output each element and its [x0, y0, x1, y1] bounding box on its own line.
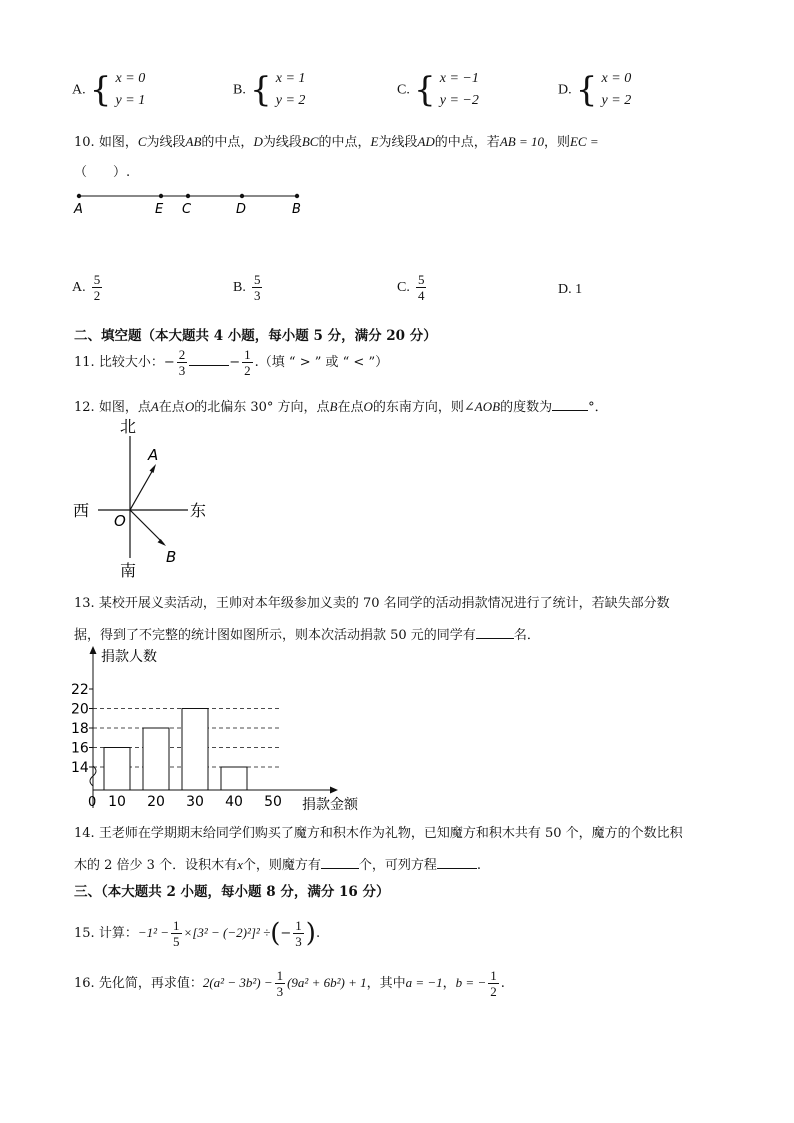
- answer-blank[interactable]: [476, 626, 514, 639]
- denominator: 2: [93, 288, 101, 303]
- y-tick-label: 16: [71, 740, 89, 757]
- stem-text: ，其中: [366, 976, 406, 991]
- option-letter: B.: [233, 280, 246, 295]
- fraction: [416, 272, 427, 303]
- numerator: 2: [178, 347, 186, 362]
- stem-text: .: [476, 858, 482, 873]
- fraction: [242, 347, 253, 378]
- stem-text: 比较大小：: [98, 355, 164, 370]
- numerator: 1: [295, 918, 302, 933]
- stem-text: 为线段: [146, 135, 186, 150]
- denominator: 3: [276, 984, 284, 999]
- q10-option-a: [72, 272, 104, 303]
- numerator: 1: [244, 347, 251, 362]
- section-3-title: 三、（本大题共 2 小题，每小题 8 分，满分 16 分）: [74, 884, 390, 900]
- q9-option-a: [72, 68, 145, 112]
- stem-text: 的东南方向，则∠: [372, 400, 475, 415]
- answer-blank[interactable]: [189, 353, 229, 366]
- brace-icon: {: [249, 70, 272, 110]
- q14-line2: [74, 854, 481, 873]
- option-letter: C.: [397, 280, 410, 295]
- equation-system: [276, 68, 306, 112]
- x-tick-label: 10: [108, 794, 126, 810]
- point-label: D: [253, 134, 263, 149]
- point-e-label: E: [155, 202, 164, 217]
- numerator: 5: [253, 272, 261, 287]
- q10-option-c: [397, 272, 428, 303]
- expression: 2(a² − 3b²) −: [202, 975, 273, 990]
- question-number: 12.: [74, 400, 95, 415]
- stem-text: 在点: [158, 400, 185, 415]
- option-letter: D.: [558, 282, 572, 297]
- ray-oa: [130, 468, 154, 510]
- x-axis-label: 捐款金额: [302, 797, 358, 813]
- arrow-b-icon: [158, 539, 167, 546]
- option-letter: A.: [72, 82, 86, 98]
- y-tick-label: 20: [71, 701, 89, 718]
- answer-blank[interactable]: [321, 856, 359, 869]
- stem-text: .（填 “ > ” 或 “ < ”）: [254, 355, 389, 370]
- stem-text: 的中点，若: [434, 135, 500, 150]
- q10-segment-figure: [70, 188, 310, 220]
- stem-text: 的度数为: [500, 400, 553, 415]
- segment-label: BC: [301, 134, 319, 149]
- point-a-label: A: [74, 202, 83, 217]
- fraction: [275, 968, 286, 999]
- numerator: 1: [173, 918, 180, 933]
- fraction: [92, 272, 103, 303]
- question-number: 11.: [74, 355, 95, 370]
- expression: −1² −: [137, 925, 170, 940]
- q13-line1: [74, 592, 670, 611]
- right-paren-icon: ): [305, 918, 316, 949]
- q10-option-d: [558, 282, 582, 298]
- point-b-label: B: [292, 202, 301, 217]
- equation-line: x = −1: [439, 71, 479, 86]
- stem-text: 的北偏东 30° 方向，点: [194, 400, 330, 415]
- point-d-dot: [240, 194, 244, 198]
- option-value: 1: [575, 282, 583, 297]
- section-2-title: 二、填空题（本大题共 4 小题，每小题 5 分，满分 20 分）: [74, 328, 437, 344]
- point-c-label: C: [182, 202, 192, 217]
- brace-icon: {: [575, 70, 598, 110]
- q12-stem: [74, 396, 608, 415]
- stem-text: 某校开展义卖活动，王帅对本年级参加义卖的 70 名同学的活动捐款情况进行了统计，若缺失部分数: [98, 596, 670, 611]
- point-label: O: [363, 399, 373, 414]
- q9-option-d: [558, 68, 631, 112]
- q16-stem: [74, 968, 505, 999]
- stem-text: 如图，点: [98, 400, 151, 415]
- equation-system: [440, 68, 479, 112]
- bar-30: [182, 709, 208, 791]
- question-target: EC =: [569, 134, 599, 149]
- stem-text: 个，则魔方有: [242, 858, 321, 873]
- fraction: [177, 347, 188, 378]
- point-a-label: A: [148, 446, 159, 464]
- denominator: 3: [295, 934, 302, 949]
- left-paren-icon: (: [270, 918, 281, 949]
- q15-stem: 15. 计算：−1² − $\frac{1}{5}$ ×[3² − (−2)²]² ÷(− $\frac{1}{3}$ ).: [74, 918, 321, 949]
- expression: (9a² + 6b²) + 1: [287, 975, 367, 990]
- condition: AB = 10: [499, 134, 544, 149]
- y-tick-label: 18: [71, 721, 89, 737]
- segment-label: AB: [185, 134, 202, 149]
- minus-sign: −: [163, 355, 175, 370]
- q12-compass-figure: [70, 418, 220, 584]
- stem-text: ，: [442, 976, 456, 991]
- denominator: 5: [173, 934, 180, 949]
- q9-option-c: [397, 68, 479, 112]
- segment-label: AD: [417, 134, 435, 149]
- given-value: a = −1: [405, 975, 443, 990]
- equation-line: y = 2: [275, 93, 306, 108]
- question-number: 15.: [74, 926, 95, 941]
- brace-icon: {: [89, 70, 112, 110]
- equation-line: x = 0: [601, 71, 632, 86]
- denominator: 4: [417, 288, 425, 303]
- q10-answer-paren: （ ）.: [74, 165, 131, 180]
- bar-40: [221, 767, 247, 790]
- fraction: [488, 968, 499, 999]
- point-a-dot: [77, 194, 81, 198]
- numerator: 1: [276, 968, 284, 983]
- east-label: 东: [190, 501, 207, 520]
- origin-label: O: [114, 512, 126, 530]
- x-tick-label: 40: [225, 794, 243, 810]
- stem-text: °．: [588, 400, 608, 415]
- fraction: [252, 272, 263, 303]
- y-tick-label: 14: [71, 760, 89, 776]
- stem-text: 名．: [513, 628, 540, 643]
- x-tick-label: 50: [264, 794, 282, 810]
- denominator: 3: [178, 363, 186, 378]
- given-value: b = −: [455, 975, 487, 990]
- stem-text: 的中点，: [318, 135, 371, 150]
- option-letter: B.: [233, 82, 246, 98]
- q14-line1: [74, 822, 683, 841]
- bar-10: [104, 748, 130, 791]
- stem-text: 木的 2 倍少 3 个．设积木有: [74, 858, 238, 873]
- q9-option-b: [233, 68, 305, 112]
- point-e-dot: [159, 194, 163, 198]
- stem-text: 为线段: [378, 135, 418, 150]
- stem-text: 如图，: [98, 135, 138, 150]
- minus-sign: −: [229, 355, 241, 370]
- fraction: [171, 918, 182, 949]
- equation-line: y = 2: [601, 93, 632, 108]
- question-number: 10.: [74, 135, 95, 150]
- variable-x: x: [237, 857, 243, 872]
- equation-line: y = 1: [115, 93, 146, 108]
- south-label: 南: [120, 561, 137, 580]
- point-b-label: B: [166, 548, 177, 566]
- denominator: 2: [490, 984, 497, 999]
- equation-line: x = 1: [275, 71, 306, 86]
- ray-ob: [130, 510, 164, 544]
- option-letter: C.: [397, 82, 410, 98]
- equation-system: [602, 68, 632, 112]
- stem-text: 个，可列方程: [358, 858, 437, 873]
- north-label: 北: [120, 418, 137, 436]
- point-label: A: [150, 399, 159, 414]
- equation-line: y = −2: [439, 93, 479, 108]
- question-number: 14.: [74, 826, 95, 841]
- y-axis-label: 捐款人数: [101, 649, 157, 665]
- q10-option-b: [233, 272, 264, 303]
- equation-system: [116, 68, 146, 112]
- q11-stem: [74, 347, 388, 378]
- bar-20: [143, 728, 169, 790]
- angle-label: AOB: [474, 399, 501, 414]
- option-letter: D.: [558, 82, 572, 98]
- stem-text: .: [500, 976, 505, 991]
- point-label: C: [137, 134, 147, 149]
- equation-line: x = 0: [115, 71, 146, 86]
- arrow-a-icon: [150, 464, 157, 473]
- stem-text: 先化简，再求值：: [98, 976, 203, 991]
- denominator: 2: [244, 363, 251, 378]
- stem-text: 的中点，: [201, 135, 254, 150]
- x-axis-arrow-icon: [330, 787, 338, 794]
- y-axis-arrow-icon: [90, 646, 97, 654]
- numerator: 1: [490, 968, 497, 983]
- stem-text: 在点: [337, 400, 364, 415]
- stem-text: 据，得到了不完整的统计图如图所示，则本次活动捐款 50 元的同学有: [74, 628, 476, 643]
- point-label: E: [370, 134, 379, 149]
- option-letter: A.: [72, 280, 86, 295]
- stem-text: 为线段: [262, 135, 302, 150]
- y-tick-label: 22: [71, 682, 89, 698]
- x-tick-label: 20: [147, 794, 165, 810]
- fraction: [293, 918, 304, 949]
- numerator: 5: [417, 272, 425, 287]
- expression: ×[3² − (−2)²]² ÷: [183, 925, 271, 940]
- point-b-dot: [295, 194, 299, 198]
- denominator: 3: [253, 288, 261, 303]
- point-c-dot: [186, 194, 190, 198]
- west-label: 西: [73, 501, 90, 520]
- numerator: 5: [93, 272, 101, 287]
- question-number: 16.: [74, 976, 95, 991]
- stem-text: ，则: [543, 135, 570, 150]
- origin-label: 0: [88, 795, 97, 810]
- question-number: 13.: [74, 596, 95, 611]
- brace-icon: {: [413, 70, 436, 110]
- stem-text: .: [315, 926, 321, 941]
- answer-blank[interactable]: [437, 856, 477, 869]
- stem-text: 王老师在学期期末给同学们购买了魔方和积木作为礼物，已知魔方和积木共有 50 个，魔方的个数比积: [98, 826, 683, 841]
- stem-text: 计算：: [98, 926, 138, 941]
- q13-bar-chart: [70, 640, 390, 816]
- answer-blank[interactable]: [552, 398, 588, 411]
- point-d-label: D: [236, 202, 247, 217]
- point-label: B: [329, 399, 338, 414]
- x-tick-label: 30: [186, 794, 204, 810]
- q10-stem: [74, 131, 599, 150]
- point-label: O: [184, 399, 195, 414]
